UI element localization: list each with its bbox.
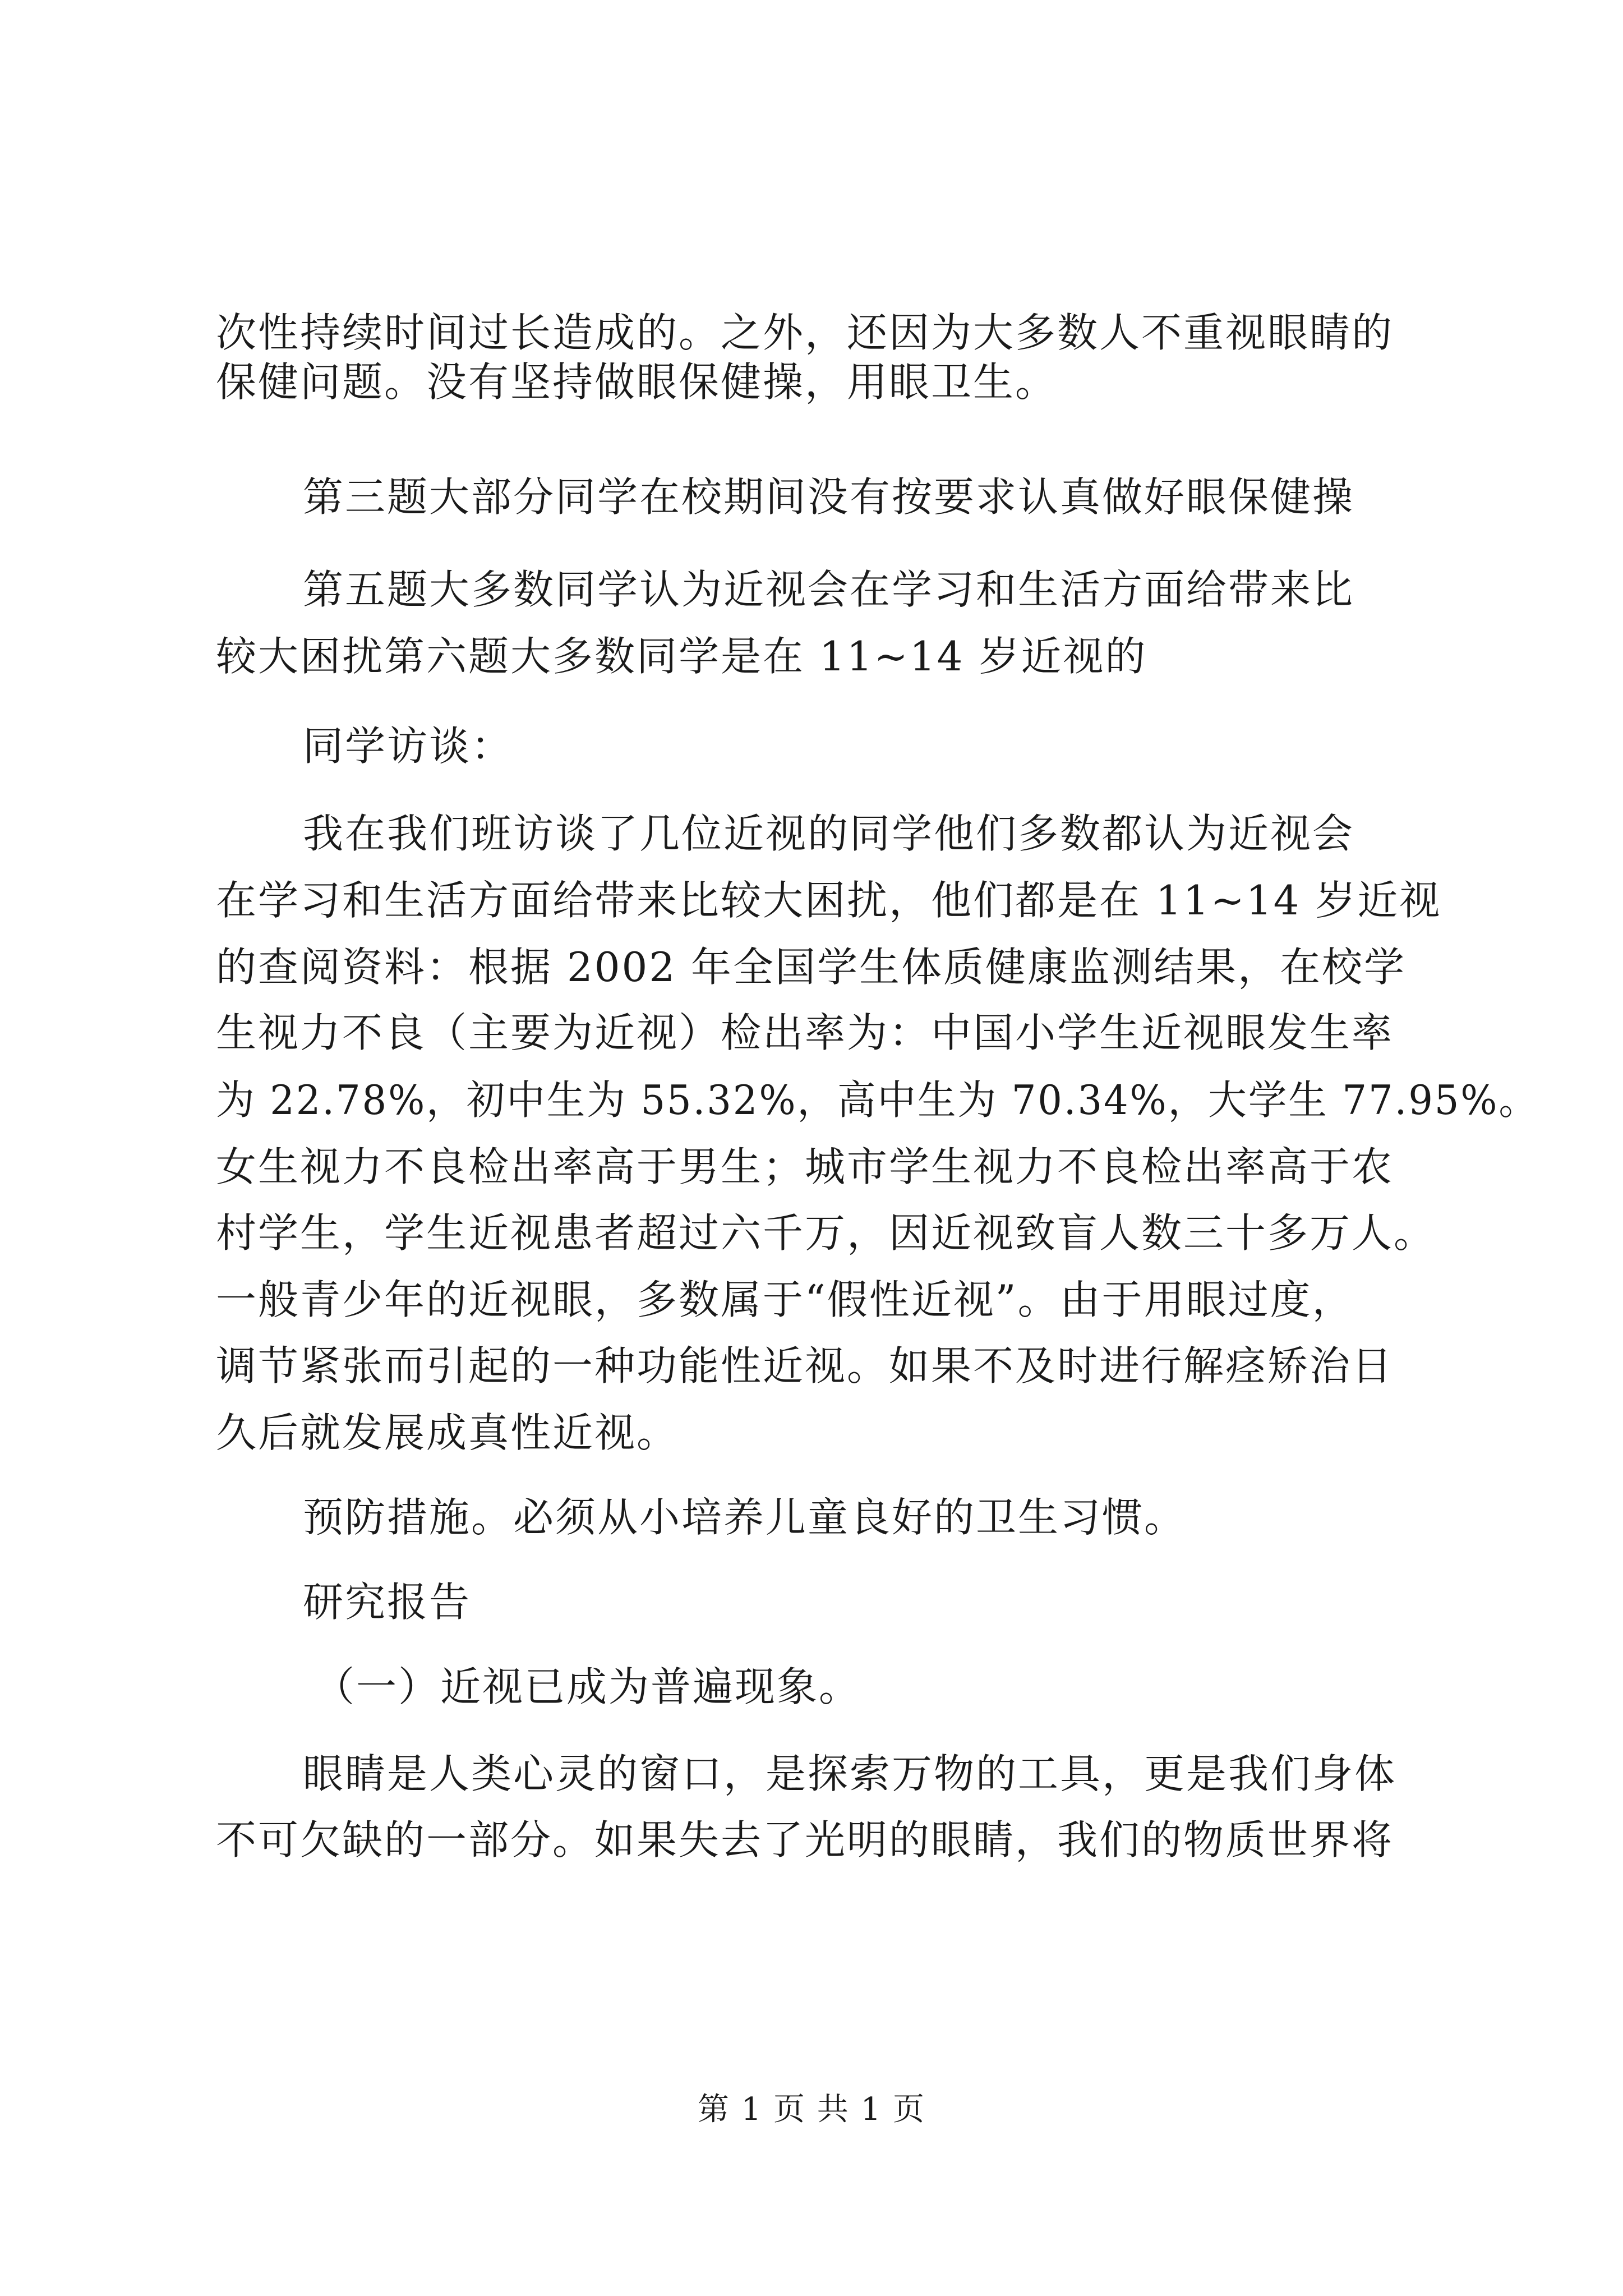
subsection-heading: （一）近视已成为普遍现象。 bbox=[314, 1663, 861, 1710]
section-heading: 研究报告 bbox=[303, 1579, 472, 1626]
page-number-footer: 第 1 页 共 1 页 bbox=[697, 2091, 926, 2128]
text-line-10: 生视力不良（主要为近视）检出率为：中国小学生近视眼发生率 bbox=[216, 1009, 1394, 1056]
text-line-9: 的查阅资料：根据 2002 年全国学生体质健康监测结果，在校学 bbox=[216, 944, 1407, 991]
text-line-21: 不可欠缺的一部分。如果失去了光明的眼睛，我们的物质世界将 bbox=[216, 1816, 1394, 1864]
text-line-7: 我在我们班访谈了几位近视的同学他们多数都认为近视会 bbox=[303, 810, 1355, 857]
text-line-4: 第五题大多数同学认为近视会在学习和生活方面给带来比 bbox=[303, 566, 1355, 613]
text-line-12: 女生视力不良检出率高于男生；城市学生视力不良检出率高于农 bbox=[216, 1143, 1394, 1190]
text-line-17: 预防措施。必须从小培养儿童良好的卫生习惯。 bbox=[303, 1494, 1187, 1541]
text-line-13: 村学生，学生近视患者超过六千万，因近视致盲人数三十多万人。 bbox=[216, 1209, 1436, 1257]
text-line-1: 次性持续时间过长造成的。之外，还因为大多数人不重视眼睛的 bbox=[216, 309, 1394, 356]
text-line-20: 眼睛是人类心灵的窗口，是探索万物的工具，更是我们身体 bbox=[303, 1750, 1397, 1797]
text-line-3: 第三题大部分同学在校期间没有按要求认真做好眼保健操 bbox=[303, 473, 1355, 521]
text-line-11: 为 22.78%，初中生为 55.32%，高中生为 70.34%，大学生 77.95%。 bbox=[216, 1076, 1539, 1124]
text-line-14: 一般青少年的近视眼，多数属于“假性近视”。由于用眼过度， bbox=[216, 1276, 1354, 1323]
text-line-8: 在学习和生活方面给带来比较大困扰，他们都是在 11~14 岁近视 bbox=[216, 877, 1442, 924]
text-line-2: 保健问题。没有坚持做眼保健操，用眼卫生。 bbox=[216, 358, 1058, 406]
text-line-6: 同学访谈： bbox=[303, 723, 514, 770]
text-line-16: 久后就发展成真性近视。 bbox=[216, 1409, 679, 1456]
text-line-5: 较大困扰第六题大多数同学是在 11~14 岁近视的 bbox=[216, 633, 1147, 680]
text-line-15: 调节紧张而引起的一种功能性近视。如果不及时进行解痉矫治日 bbox=[216, 1342, 1394, 1389]
